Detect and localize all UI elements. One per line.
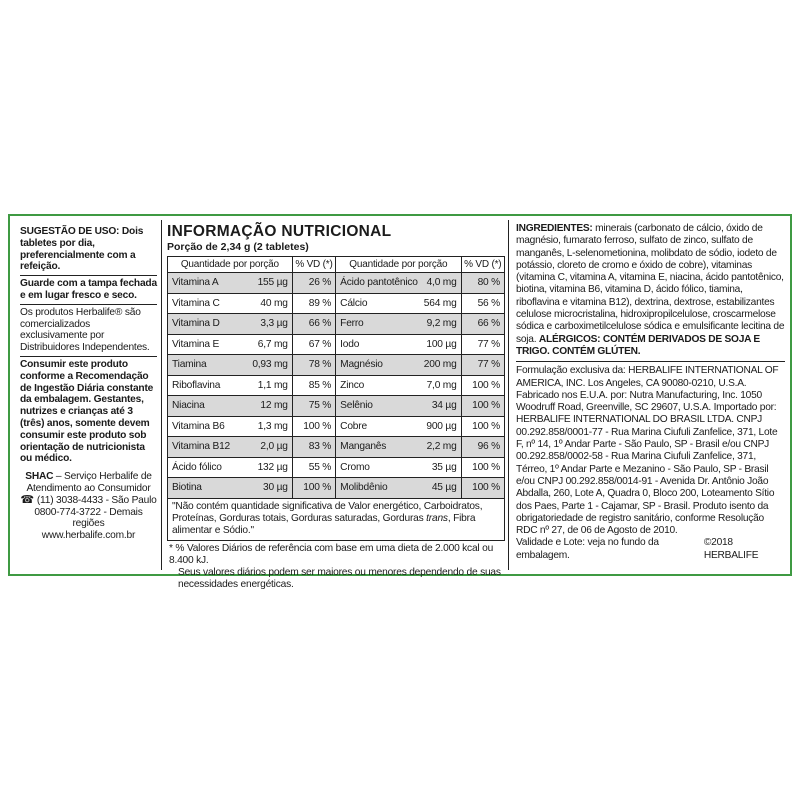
table-row: [168, 334, 505, 355]
copyright: ©2018 HERBALIFE: [703, 537, 759, 561]
ingredients-text: [516, 223, 785, 362]
nutrient-name: Vitamina B6: [168, 416, 243, 437]
nutrient-quantity: 7,0 mg: [421, 375, 461, 396]
nutrient-daily-value: 75 %: [292, 396, 335, 417]
table-row: [168, 293, 505, 314]
nutrient-quantity: 100 µg: [421, 334, 461, 355]
portion-size: Porção de 2,34 g (2 tabletes): [167, 241, 309, 253]
nutrient-daily-value: 83 %: [292, 437, 335, 458]
nutrient-quantity: 34 µg: [421, 396, 461, 417]
ingredients-column: [510, 220, 788, 570]
website-text: www.herbalife.com.br: [41, 530, 136, 542]
nutrient-daily-value: 100 %: [461, 375, 504, 396]
nutrient-name: Vitamina D: [168, 314, 243, 335]
table-row: [168, 273, 505, 294]
nutrient-daily-value: 78 %: [292, 355, 335, 376]
nutrient-quantity: 12 mg: [243, 396, 293, 417]
nutrient-quantity: 2,2 mg: [421, 437, 461, 458]
nutrient-quantity: 1,3 mg: [243, 416, 293, 437]
nutrient-quantity: 4,0 mg: [421, 273, 461, 294]
nutrient-daily-value: 66 %: [461, 314, 504, 335]
usage-column: [14, 220, 162, 570]
shac-label: SHAC: [25, 471, 54, 483]
nutrient-daily-value: 77 %: [461, 355, 504, 376]
nutrient-daily-value: 89 %: [292, 293, 335, 314]
phone-number-other: 0800-774-3722 - Demais regiões: [34, 506, 143, 530]
nutrient-quantity: 200 mg: [421, 355, 461, 376]
nutrient-name: Manganês: [336, 437, 421, 458]
consumption-warning: Consumir este produto conforme a Recomendação de Ingestão Diária constante da embalagem. Gestantes, nutrizes e crianças até 3 (três) anos, somente devem consumir este produto sob orientação de nutricionista ou médico.: [20, 358, 154, 465]
nutrient-daily-value: 77 %: [461, 334, 504, 355]
nutrient-daily-value: 67 %: [292, 334, 335, 355]
header-vd-left: % VD (*): [292, 257, 335, 273]
header-vd-right: % VD (*): [461, 257, 504, 273]
nutrient-quantity: 155 µg: [243, 273, 293, 294]
table-row: [168, 457, 505, 478]
nutrient-name: Niacina: [168, 396, 243, 417]
nutrient-daily-value: 56 %: [461, 293, 504, 314]
label-footer: [516, 537, 785, 562]
nutrient-name: Ferro: [336, 314, 421, 335]
nutrient-name: Vitamina C: [168, 293, 243, 314]
distribution-note: Os produtos Herbalife® são comercializados exclusivamente por Distribuidores Independentes.: [20, 305, 157, 357]
nutrient-daily-value: 66 %: [292, 314, 335, 335]
nutrient-name: Biotina: [168, 478, 243, 499]
nutrient-quantity: 132 µg: [243, 457, 293, 478]
nutrient-name: Zinco: [336, 375, 421, 396]
nutrient-name: Ácido pantotênico: [336, 273, 421, 294]
nutrient-name: Tiamina: [168, 355, 243, 376]
table-row: [168, 375, 505, 396]
nutrient-name: Vitamina A: [168, 273, 243, 294]
nutrient-name: Selênio: [336, 396, 421, 417]
nutrient-name: Vitamina B12: [168, 437, 243, 458]
table-row: [168, 478, 505, 499]
nutrition-table: [167, 256, 505, 499]
ingredients-label: INGREDIENTES:: [516, 223, 593, 234]
table-row: [168, 396, 505, 417]
nutrient-name: Cromo: [336, 457, 421, 478]
nutrient-name: Magnésio: [336, 355, 421, 376]
table-row: [168, 355, 505, 376]
nutrient-name: Cálcio: [336, 293, 421, 314]
nutrient-quantity: 40 mg: [243, 293, 293, 314]
nutrient-daily-value: 80 %: [461, 273, 504, 294]
nutrient-quantity: 9,2 mg: [421, 314, 461, 335]
nutrient-name: Molibdênio: [336, 478, 421, 499]
nutrient-name: Ácido fólico: [168, 457, 243, 478]
usage-suggestion: SUGESTÃO DE USO: Dois tabletes por dia, preferencialmente com a refeição.: [20, 224, 157, 276]
nutrient-daily-value: 26 %: [292, 273, 335, 294]
nutrient-name: Iodo: [336, 334, 421, 355]
nutrient-quantity: 2,0 µg: [243, 437, 293, 458]
allergen-warning: ALÉRGICOS: CONTÉM DERIVADOS DE SOJA E TRIGO. CONTÉM GLÚTEN.: [516, 333, 760, 357]
nutrient-daily-value: 100 %: [461, 396, 504, 417]
nutrient-daily-value: 100 %: [461, 457, 504, 478]
phone-icon: ☎: [20, 494, 34, 507]
shac-text: – Serviço Herbalife de Atendimento ao Consumidor: [26, 471, 152, 494]
nutrient-quantity: 900 µg: [421, 416, 461, 437]
storage-instructions: Guarde com a tampa fechada e em lugar fresco e seco.: [20, 276, 157, 305]
table-row: [168, 314, 505, 335]
nutrient-quantity: 35 µg: [421, 457, 461, 478]
nutrient-daily-value: 100 %: [292, 478, 335, 499]
nutrition-label-panel: [8, 214, 792, 590]
nutrient-quantity: 3,3 µg: [243, 314, 293, 335]
validity-note: Validade e Lote: veja no fundo da embalagem.: [516, 537, 659, 561]
nutrition-title: INFORMAÇÃO NUTRICIONAL: [167, 223, 392, 240]
nutrient-quantity: 0,93 mg: [243, 355, 293, 376]
header-qty-left: Quantidade por porção: [168, 257, 293, 273]
nutrient-daily-value: 55 %: [292, 457, 335, 478]
nutrient-name: Cobre: [336, 416, 421, 437]
nutrient-quantity: 6,7 mg: [243, 334, 293, 355]
nutrient-daily-value: 100 %: [461, 478, 504, 499]
nutrient-daily-value: 100 %: [292, 416, 335, 437]
header-qty-right: Quantidade por porção: [336, 257, 461, 273]
nutrient-quantity: 1,1 mg: [243, 375, 293, 396]
phone-number-sp: (11) 3038-4433 - São Paulo: [36, 494, 157, 506]
trans-word: trans: [426, 512, 448, 524]
nutrient-name: Riboflavina: [168, 375, 243, 396]
ingredients-list: minerais (carbonato de cálcio, óxido de magnésio, fumarato ferroso, sulfato de zinco, sulfato de manganês, L-selenometionina, molibdato de sódio, iodeto de potássio, cloreto de cromo e óxido de cobre), vitaminas (vitamina C, vitamina A, vitamina E, niacina, ácido pantotênico, biotina, vitamina B6, vitamina D, ácido fólico, tiamina, riboflavina e vitamina B12), dextrina, dextrose, estabilizantes celulose microcristalina, hidroxipropilcelulose, croscarmelose sódica e carboximetilcelulose sódica e emulsificante lecitina de soja.: [516, 223, 785, 345]
table-row: [168, 437, 505, 458]
consumer-service: [20, 471, 157, 542]
nutrient-name: Vitamina E: [168, 334, 243, 355]
insignificant-nutrients-note: "Não contém quantidade significativa de Valor energético, Carboidratos, Proteínas, Gorduras totais, Gorduras saturadas, Gorduras trans, Fibra alimentar e Sódio.": [167, 499, 505, 541]
formulation-text: Formulação exclusiva da: HERBALIFE INTERNATIONAL OF AMERICA, INC. Los Angeles, CA 90080-0210, U.S.A. Fabricado nos E.U.A. por: Nutra Manufacturing, Inc. 1050 Woodruff Road, Greenville, SC 29607, U.S.A. Importado por: HERBALIFE INTERNATIONAL DO BRASIL LTDA. CNPJ 00.292.858/0001-77 - Rua Marina Ciufuli Zanfelice, 371, Lote F, nº 14, 1º Andar Parte - São Paulo, SP - Brasil e/ou CNPJ 00.292.858/0002-58 - Rua Marina Ciufuli Zanfelice, 371, Térreo, 1º Andar Parte e Mezanino - São Paulo, SP - Brasil e/ou CNPJ 00.292.858/0014-91 - Avenida Dr. Antônio João Abdalla, 260, Lote A, Quadra 0, Bloco 200, Loteamento Sítio dos Paes, Parte 1 - Cajamar, SP - Brasil. Produto isento da obrigatoriedade de registro sanitário, conforme Resolução RDC nº 27, de 06 de Agosto de 2010.: [516, 365, 779, 537]
table-row: [168, 416, 505, 437]
nutrition-column: [163, 220, 509, 590]
daily-values-footnote: * % Valores Diários de referência com base em uma dieta de 2.000 kcal ou 8.400 kJ. Seus valores diários podem ser maiores ou menores dependendo de suas necessidades energéticas.: [169, 542, 501, 590]
nutrient-quantity: 30 µg: [243, 478, 293, 499]
nutrient-daily-value: 85 %: [292, 375, 335, 396]
nutrient-quantity: 45 µg: [421, 478, 461, 499]
nutrient-quantity: 564 mg: [421, 293, 461, 314]
nutrient-daily-value: 100 %: [461, 416, 504, 437]
nutrient-daily-value: 96 %: [461, 437, 504, 458]
